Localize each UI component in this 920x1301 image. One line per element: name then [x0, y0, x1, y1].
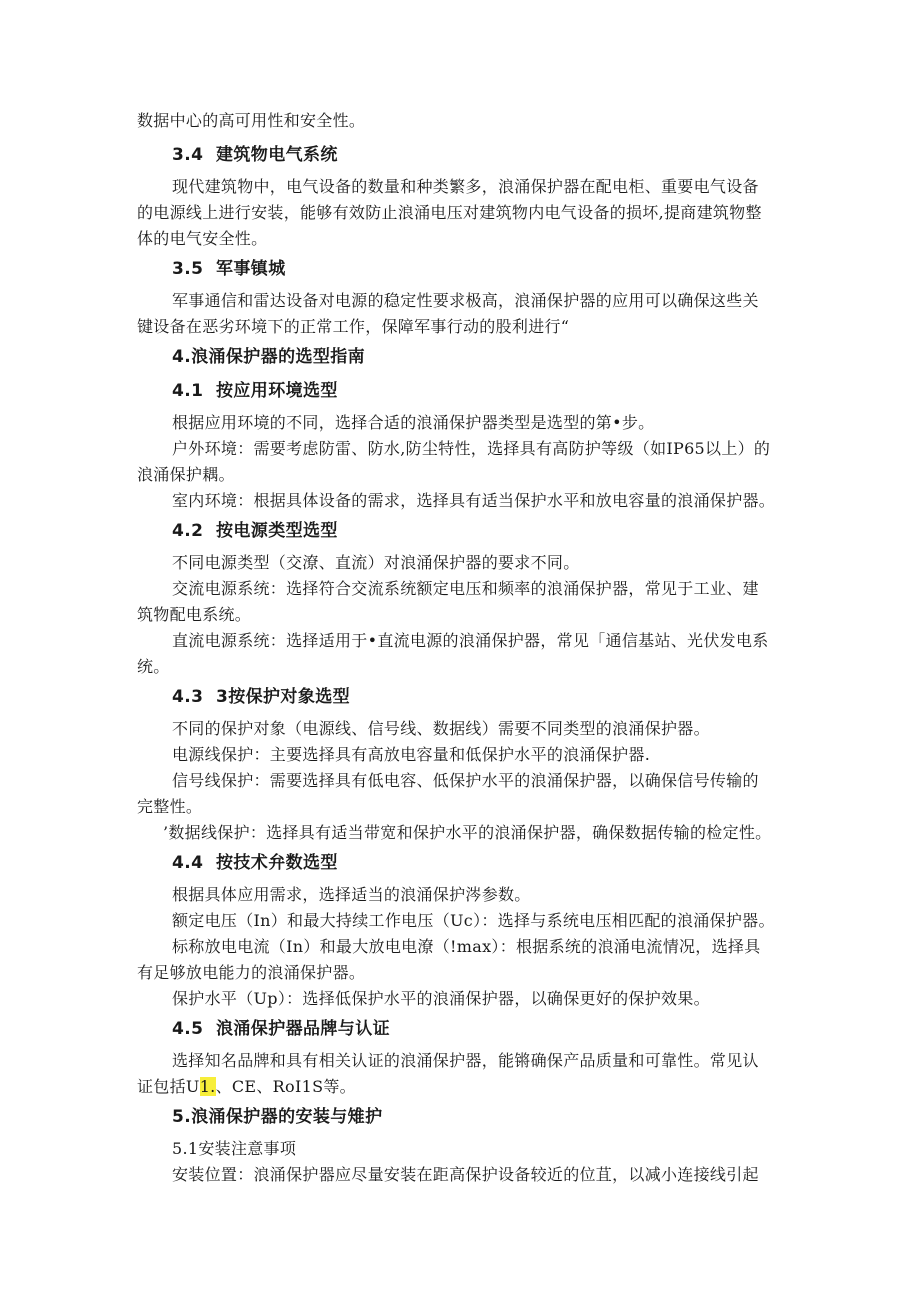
paragraph-line: 统。: [137, 657, 170, 676]
section-heading-4-3: [172, 686, 350, 708]
section-title: 3按保护对象选型: [216, 687, 351, 707]
section-number: 4.1: [172, 381, 204, 401]
section-number: 3.5: [172, 259, 204, 279]
paragraph-line: 根据具体应用需求，选择适当的浪涌保护涔参数。: [172, 885, 531, 904]
section-heading-4-2: [172, 520, 338, 542]
paragraph-line: 体的电气安全性。: [137, 229, 268, 248]
section-heading-3-4: [172, 144, 338, 166]
subsection-heading-5-1: 5.1安装注意事项: [172, 1139, 297, 1158]
section-heading-4-1: [172, 380, 338, 402]
text-run: 证包括U: [137, 1077, 200, 1096]
paragraph-line: 交流电源系统：选择符合交流系统额定电压和频率的浪涌保护器，常见于工业、建: [172, 579, 759, 598]
section-number: 4.3: [172, 687, 204, 707]
section-title: 按应用环境选型: [216, 381, 338, 401]
paragraph-line: 直流电源系统：选择适用于•直流电源的浪涌保护器，常见「通信基站、光伏发电系: [172, 631, 769, 650]
section-title: 建筑物电气系统: [216, 145, 338, 165]
text-run: 、CE、RoI1S等。: [215, 1077, 356, 1096]
chapter-heading-4: 4.浪涌保护器的选型指南: [172, 347, 366, 367]
paragraph-line: 有足够放电能力的浪涌保护器。: [137, 963, 366, 982]
paragraph-line: 现代建筑物中，电气设备的数量和种类繁多，浪涌保护器在配电柜、重要电气设备: [172, 177, 759, 196]
paragraph-line: 根据应用环境的不同，选择合适的浪涌保护器类型是选型的第•步。: [172, 413, 655, 432]
paragraph-line: ’数据线保护：选择具有适当带宽和保护水平的浪涌保护器，确保数据传输的检定性。: [163, 823, 772, 842]
paragraph-line: 军事通信和雷达设备对电源的稳定性要求极高，浪涌保护器的应用可以确保这些关: [172, 291, 759, 310]
section-heading-4-5: [172, 1018, 390, 1040]
paragraph-line: 额定电压（In）和最大持续工作电压（Uc）：选择与系统电压相匹配的浪涌保护器。: [172, 911, 775, 930]
paragraph-line: 数据中心的高可用性和安全性。: [137, 111, 366, 130]
paragraph-line: 户外环境：需要考虑防雷、防水,防尘特性，选择具有高防护等级（如IP65以上）的: [172, 439, 771, 458]
paragraph-line: 保护水平（Up）：选择低保护水平的浪涌保护器，以确保更好的保护效果。: [172, 989, 710, 1008]
paragraph-line: 信号线保护：需要选择具有低电容、低保护水平的浪涌保护器，以确保信号传输的: [172, 771, 759, 790]
section-heading-4-4: [172, 852, 338, 874]
paragraph-line: 的电源线上进行安装，能够有效防止浪涌电压对建筑物内电气设备的损坏,提商建筑物整: [137, 203, 762, 222]
chapter-heading-5: 5.浪涌保护器的安装与雉护: [172, 1107, 383, 1127]
section-title: 军事镇城: [216, 259, 286, 279]
paragraph-line: 安装位置：浪涌保护器应尽量安装在距高保护设备较近的位苴，以减小连接线引起: [172, 1165, 759, 1184]
paragraph-line: 选择知名品牌和具有相关认证的浪涌保护器，能锵确保产品质量和可靠性。常见认: [172, 1051, 759, 1070]
paragraph-line: [137, 1076, 356, 1098]
section-title: 按技术弁数选型: [216, 853, 338, 873]
section-number: 3.4: [172, 145, 204, 165]
paragraph-line: 浪涌保护耦。: [137, 465, 235, 484]
section-title: 浪涌保护器品牌与认证: [216, 1019, 390, 1039]
paragraph-line: 不同的保护对象（电源线、信号线、数据线）需要不同类型的浪涌保护器。: [172, 719, 710, 738]
section-heading-3-5: [172, 258, 286, 280]
section-number: 4.5: [172, 1019, 204, 1039]
paragraph-line: 完整性。: [137, 797, 203, 816]
section-number: 4.4: [172, 853, 204, 873]
section-number: 4.2: [172, 521, 204, 541]
section-title: 按电源类型选型: [216, 521, 338, 541]
paragraph-line: 室内环境：根据具体设备的需求，选择具有适当保护水平和放电容量的浪涌保护器。: [172, 491, 776, 510]
highlighted-text: 1.: [199, 1077, 216, 1096]
paragraph-line: 电源线保护：主要选择具有高放电容量和低保护水平的浪涌保护器.: [172, 745, 651, 764]
paragraph-line: 筑物配电系统。: [137, 605, 252, 624]
paragraph-line: 不同电源类型（交潦、直流）对浪涌保护器的要求不同。: [172, 553, 580, 572]
paragraph-line: 键设备在恶劣环境下的正常工作，保障军事行动的股利进行“: [137, 317, 570, 336]
paragraph-line: 标称放电电流（In）和最大放电电潦（!max）：根据系统的浪涌电流情况，选择具: [172, 937, 761, 956]
